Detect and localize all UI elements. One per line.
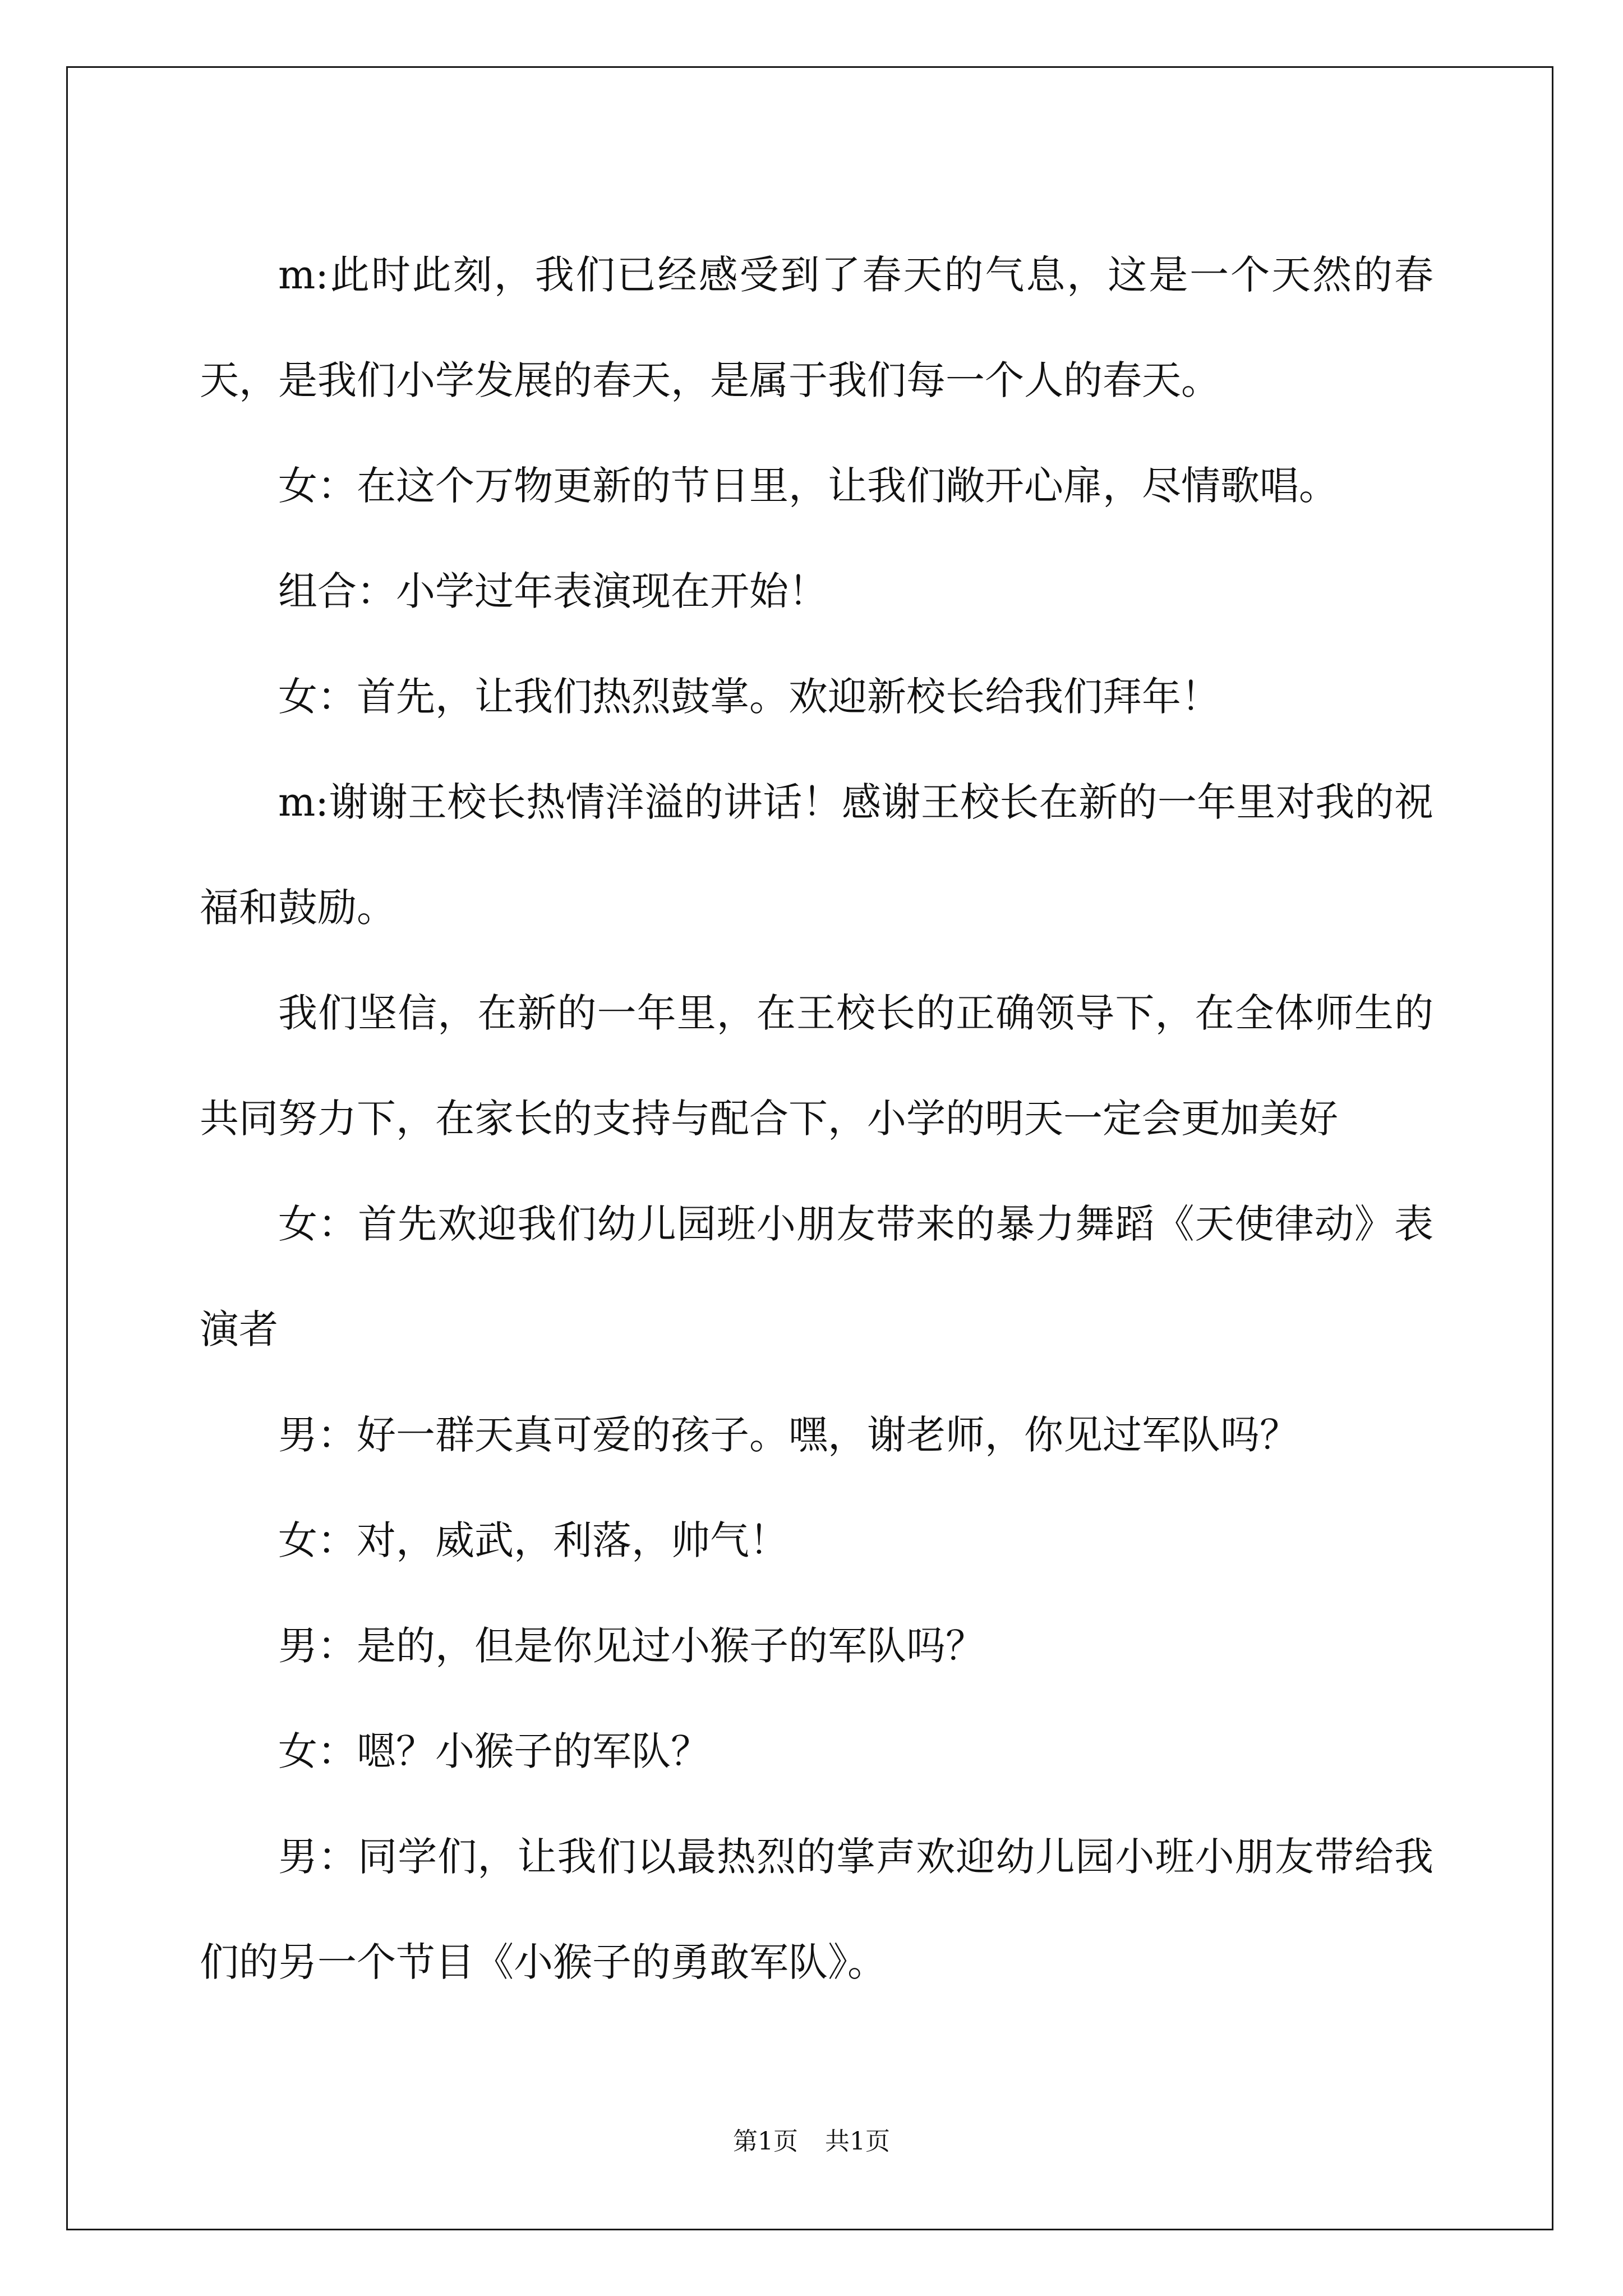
page-footer <box>0 2125 1623 2159</box>
page-indicator: 第1页 <box>733 2127 798 2156</box>
paragraph-4: 女：首先，让我们热烈鼓掌。欢迎新校长给我们拜年！ <box>278 674 1220 720</box>
paragraph-11: 女：嗯？小猴子的军队？ <box>278 1728 710 1774</box>
paragraph-5: m:谢谢王校长热情洋溢的讲话！感谢王校长在新的一年里对我的祝福和鼓励。 <box>200 779 1433 931</box>
paragraph-2: 女：在这个万物更新的节日里，让我们敞开心扉，尽情歌唱。 <box>278 463 1338 509</box>
paragraph-9: 女：对，威武，利落，帅气！ <box>278 1517 789 1563</box>
paragraph-8: 男：好一群天真可爱的孩子。嘿，谢老师，你见过军队吗？ <box>278 1412 1299 1458</box>
document-body <box>200 222 1433 2015</box>
paragraph-6: 我们坚信，在新的一年里，在王校长的正确领导下，在全体师生的共同努力下，在家长的支持与配合下，小学的明天一定会更加美好 <box>200 990 1433 1142</box>
paragraph-3: 组合：小学过年表演现在开始！ <box>278 568 828 614</box>
total-pages: 共1页 <box>825 2127 890 2156</box>
paragraph-1: m:此时此刻，我们已经感受到了春天的气息，这是一个天然的春天，是我们小学发展的春天，是属于我们每一个人的春天。 <box>200 252 1433 403</box>
paragraph-7: 女：首先欢迎我们幼儿园班小朋友带来的暴力舞蹈《天使律动》表演者 <box>200 1201 1433 1352</box>
paragraph-10: 男：是的，但是你见过小猴子的军队吗？ <box>278 1623 985 1669</box>
paragraph-12: 男：同学们，让我们以最热烈的掌声欢迎幼儿园小班小朋友带给我们的另一个节目《小猴子的勇敢军队》。 <box>200 1834 1433 1985</box>
